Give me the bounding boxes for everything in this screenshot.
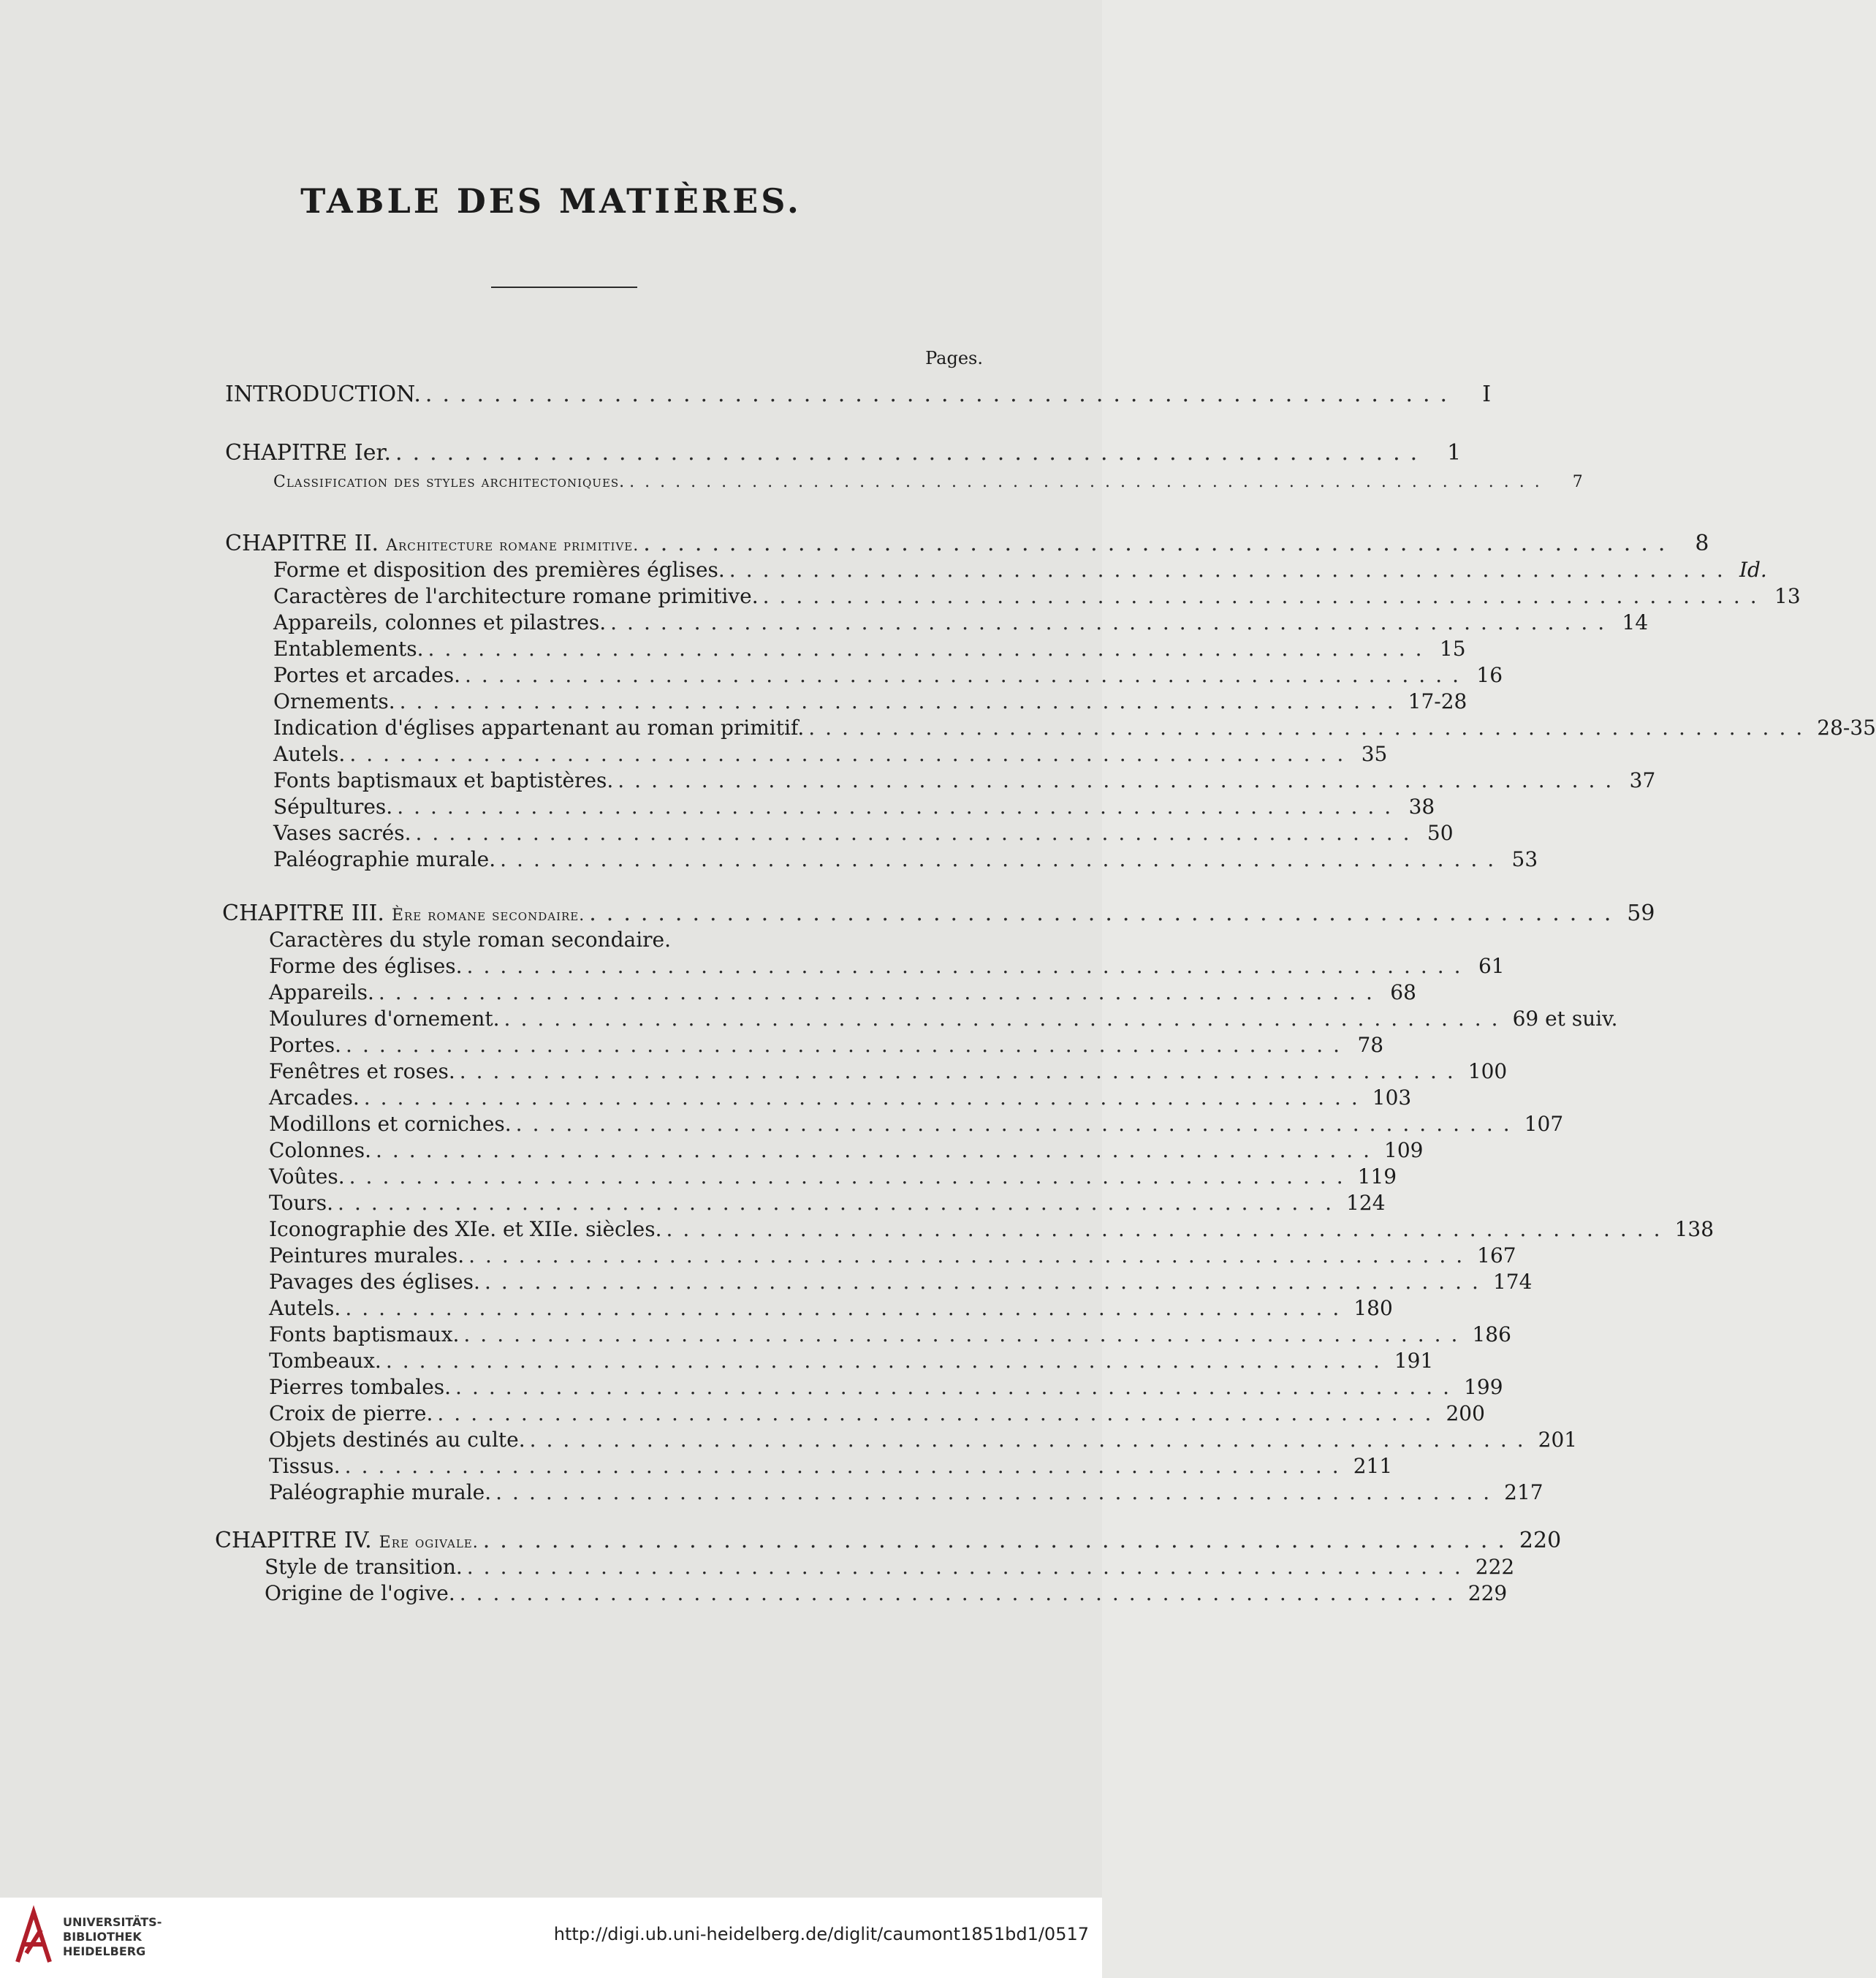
- dot-leader: ............................................................: [495, 1480, 1500, 1504]
- toc-entry-page: 15: [1439, 637, 1466, 661]
- toc-entry: [269, 1216, 1714, 1243]
- dot-leader: ............................................................: [455, 1375, 1460, 1399]
- dot-leader: ............................................................: [459, 1581, 1464, 1605]
- toc-entry: [269, 1164, 1397, 1190]
- toc-entry-page: 78: [1357, 1033, 1384, 1057]
- toc-entry: [273, 583, 1801, 610]
- toc-title: TABLE DES MATIÈRES.: [300, 181, 802, 221]
- toc-entry-label: Fenêtres et roses.: [269, 1059, 455, 1083]
- toc-entry-label: Caractères du style roman secondaire.: [269, 928, 672, 952]
- toc-entry-page: 8: [1695, 531, 1709, 556]
- toc-entry-page: 50: [1427, 821, 1454, 845]
- dot-leader: ............................................................: [464, 663, 1470, 687]
- toc-entry-label: Appareils.: [269, 980, 374, 1004]
- toc-entry-label: Classification des styles architectoniques.: [273, 473, 626, 491]
- dot-leader: ............................................................: [529, 1428, 1534, 1452]
- toc-entry-label: CHAPITRE Ier.: [225, 440, 392, 466]
- toc-entry: [269, 1401, 1485, 1427]
- toc-entry-label: Colonnes.: [269, 1138, 371, 1162]
- dot-leader: ............................................................: [459, 1059, 1464, 1083]
- toc-entry: [269, 1085, 1412, 1111]
- toc-entry-label: Tours.: [269, 1191, 334, 1215]
- toc-entry-label: Ornements.: [273, 689, 395, 713]
- toc-entry-label: Fonts baptismaux et baptistères.: [273, 768, 614, 792]
- toc-entry-page: 211: [1353, 1454, 1393, 1478]
- toc-entry-page: 167: [1477, 1243, 1516, 1267]
- toc-entry-page: 220: [1519, 1528, 1562, 1553]
- toc-entry: [225, 440, 1462, 466]
- toc-entry-page: 16: [1476, 663, 1503, 687]
- library-name-line: BIBLIOTHEK: [63, 1930, 142, 1944]
- toc-entry: [269, 1190, 1386, 1216]
- toc-entry-label: Vases sacrés.: [273, 821, 411, 845]
- toc-entry: [269, 953, 1505, 979]
- toc-entry: [269, 979, 1416, 1006]
- toc-entry-page: 13: [1774, 584, 1801, 608]
- toc-entry-page: 14: [1622, 610, 1649, 634]
- toc-entry-page: 229: [1467, 1581, 1508, 1605]
- toc-entry-page: 68: [1390, 980, 1416, 1004]
- toc-entry: [265, 1580, 1508, 1607]
- toc-entry-page: 217: [1504, 1480, 1543, 1504]
- toc-entry: [222, 901, 1655, 927]
- toc-entry-page: 103: [1372, 1085, 1412, 1110]
- toc-entry-page: 200: [1446, 1401, 1485, 1425]
- dot-leader: ............................................................: [482, 1528, 1515, 1553]
- toc-entry-label: Forme des églises.: [269, 954, 463, 978]
- dot-leader: ............................................................: [376, 1138, 1381, 1162]
- toc-entry: [273, 689, 1467, 715]
- dot-leader: ............................................................: [338, 1191, 1343, 1215]
- toc-entry-page: 69 et suiv.: [1512, 1007, 1618, 1031]
- toc-entry: [269, 927, 983, 953]
- dot-leader: ............................................................: [500, 847, 1505, 871]
- dot-leader: ............................................................: [629, 473, 1550, 491]
- toc-entry-label: CHAPITRE III.: [222, 901, 384, 926]
- title-divider: [491, 287, 637, 288]
- toc-entry-label: Tombeaux.: [269, 1349, 381, 1373]
- dot-leader: ............................................................: [762, 584, 1767, 608]
- toc-entry: [269, 1058, 1508, 1085]
- toc-entry-label: Autels.: [269, 1296, 341, 1320]
- toc-entry: [225, 382, 1492, 408]
- toc-entry-page: 35: [1361, 742, 1388, 766]
- toc-entry-page: 1: [1447, 440, 1462, 466]
- toc-entry: [273, 794, 1435, 820]
- toc-entry-label: INTRODUCTION.: [225, 382, 421, 407]
- toc-entry: [269, 1295, 1393, 1322]
- toc-entry: [269, 1111, 1564, 1137]
- toc-entry: [273, 636, 1466, 662]
- toc-entry-subtitle: Architecture romane primitive.: [386, 537, 639, 555]
- toc-entry-label: Portes et arcades.: [273, 663, 460, 687]
- dot-leader: ............................................................: [399, 689, 1404, 713]
- toc-entry-subtitle: Ère romane secondaire.: [391, 906, 585, 925]
- toc-entry-label: Arcades.: [269, 1085, 360, 1110]
- toc-entry-page: 180: [1353, 1296, 1393, 1320]
- toc-entry-label: Objets destinés au culte.: [269, 1428, 525, 1452]
- toc-entry-subtitle: Ere ogivale.: [379, 1534, 479, 1552]
- toc-entry-label: CHAPITRE IV.: [215, 1528, 372, 1553]
- toc-entry: [273, 610, 1649, 636]
- toc-entry-label: Pierres tombales.: [269, 1375, 452, 1399]
- toc-entry: [273, 820, 1454, 846]
- pages-column-label: Pages.: [925, 348, 983, 368]
- toc-entry-page: 201: [1538, 1428, 1578, 1452]
- toc-entry: [225, 531, 1709, 557]
- dot-leader: ............................................................: [610, 610, 1615, 634]
- toc-entry-page: 138: [1674, 1217, 1714, 1241]
- dot-leader: ............................................................: [363, 1085, 1368, 1110]
- dot-leader: ............................................................: [463, 1322, 1468, 1346]
- toc-entry-label: Entablements.: [273, 637, 424, 661]
- toc-entry-page: 7: [1572, 473, 1584, 491]
- toc-entry-page: I: [1482, 382, 1492, 407]
- toc-entry-label: Portes.: [269, 1033, 342, 1057]
- toc-entry: [273, 662, 1503, 689]
- toc-entry-page: Id.: [1739, 558, 1767, 582]
- toc-entry-label: Autels.: [273, 742, 346, 766]
- dot-leader: ............................................................: [397, 795, 1402, 819]
- toc-entry: [269, 1479, 1543, 1506]
- toc-entry-label: Forme et disposition des premières églises.: [273, 558, 725, 582]
- source-url[interactable]: http://digi.ub.uni-heidelberg.de/diglit/caumont1851bd1/0517: [553, 1924, 1089, 1944]
- dot-leader: ............................................................: [378, 980, 1383, 1004]
- digitization-footer: [0, 1898, 1102, 1978]
- dot-leader: ............................................................: [643, 531, 1676, 556]
- dot-leader: ............................................................: [345, 1296, 1350, 1320]
- toc-entry: [273, 715, 1876, 741]
- toc-entry: [215, 1528, 1562, 1554]
- dot-leader: ............................................................: [468, 1243, 1473, 1267]
- toc-entry: [269, 1243, 1516, 1269]
- toc-entry-page: 28-35: [1817, 716, 1876, 740]
- dot-leader: ............................................................: [349, 742, 1354, 766]
- toc-entry: [269, 1453, 1393, 1479]
- toc-entry-page: 38: [1408, 795, 1435, 819]
- toc-entry: [269, 1427, 1578, 1453]
- toc-entry-page: 61: [1478, 954, 1505, 978]
- toc-entry-page: 119: [1357, 1164, 1397, 1189]
- toc-entry-label: Caractères de l'architecture romane primitive.: [273, 584, 759, 608]
- toc-entry-page: 17-28: [1408, 689, 1467, 713]
- toc-entry-page: 174: [1492, 1270, 1533, 1294]
- toc-entry-label: Iconographie des XIe. et XIIe. siècles.: [269, 1217, 662, 1241]
- toc-entry-label: Style de transition.: [265, 1555, 463, 1579]
- toc-entry: [269, 1374, 1503, 1401]
- dot-leader: ............................................................: [484, 1270, 1489, 1294]
- toc-entry: [269, 1006, 1618, 1032]
- dot-leader: ............................................................: [385, 1349, 1390, 1373]
- toc-entry-page: 109: [1384, 1138, 1424, 1162]
- dot-leader: ............................................................: [515, 1112, 1520, 1136]
- dot-leader: ............................................................: [618, 768, 1622, 792]
- toc-entry: [273, 768, 1656, 794]
- toc-entry-page: 59: [1627, 901, 1655, 926]
- dot-leader: ............................................................: [666, 1217, 1671, 1241]
- library-logo-icon: [13, 1908, 54, 1966]
- dot-leader: ............................................................: [344, 1454, 1349, 1478]
- toc-entry-page: 186: [1472, 1322, 1511, 1346]
- toc-entry: [269, 1348, 1434, 1374]
- dot-leader: ............................................................: [395, 440, 1428, 466]
- toc-entry-label: Modillons et corniches.: [269, 1112, 512, 1136]
- toc-entry-page: 124: [1346, 1191, 1386, 1215]
- toc-entry-page: 107: [1524, 1112, 1564, 1136]
- dot-leader: ............................................................: [425, 382, 1458, 407]
- toc-entry-page: 53: [1511, 847, 1538, 871]
- toc-entry-label: Paléographie murale.: [269, 1480, 492, 1504]
- toc-entry: [273, 741, 1388, 768]
- toc-entry: [269, 1322, 1511, 1348]
- toc-entry-label: CHAPITRE II.: [225, 531, 379, 556]
- dot-leader: ............................................................: [808, 716, 1813, 740]
- toc-entry: [269, 1032, 1384, 1058]
- toc-entry-label: Fonts baptismaux.: [269, 1322, 460, 1346]
- toc-entry: [273, 846, 1538, 873]
- toc-entry: [269, 1269, 1533, 1295]
- dot-leader: ............................................................: [346, 1033, 1351, 1057]
- toc-entry-label: Tissus.: [269, 1454, 341, 1478]
- library-name-line: UNIVERSITÄTS-: [63, 1915, 162, 1929]
- toc-entry-label: Croix de pierre.: [269, 1401, 433, 1425]
- library-name: [63, 1915, 162, 1959]
- toc-entry-label: Peintures murales.: [269, 1243, 465, 1267]
- dot-leader: ............................................................: [504, 1007, 1508, 1031]
- dot-leader: ............................................................: [428, 637, 1432, 661]
- dot-leader: ............................................................: [589, 901, 1622, 926]
- library-name-line: HEIDELBERG: [63, 1944, 146, 1958]
- dot-leader: ............................................................: [437, 1401, 1442, 1425]
- toc-entry: [269, 1137, 1424, 1164]
- toc-entry-page: 100: [1467, 1059, 1508, 1083]
- dot-leader: ............................................................: [349, 1164, 1353, 1189]
- toc-entry-label: Indication d'églises appartenant au roman primitif.: [273, 716, 805, 740]
- toc-entry-label: Voûtes.: [269, 1164, 345, 1189]
- toc-entry-page: 191: [1394, 1349, 1434, 1373]
- toc-entry-label: Moulures d'ornement.: [269, 1007, 500, 1031]
- toc-entry-page: 222: [1475, 1555, 1515, 1579]
- toc-entry-page: 37: [1629, 768, 1656, 792]
- toc-entry: [265, 1554, 1515, 1580]
- dot-leader: ............................................................: [466, 1555, 1471, 1579]
- dot-leader: ............................................................: [729, 558, 1733, 582]
- toc-entry-page: 199: [1464, 1375, 1503, 1399]
- toc-entry-label: Paléographie murale.: [273, 847, 496, 871]
- dot-leader: ............................................................: [466, 954, 1471, 978]
- toc-entry: [273, 469, 1584, 496]
- toc-entry-label: Origine de l'ogive.: [265, 1581, 455, 1605]
- toc-entry-label: Appareils, colonnes et pilastres.: [273, 610, 607, 634]
- toc-entry: [273, 557, 1767, 583]
- dot-leader: ............................................................: [415, 821, 1420, 845]
- toc-entry-label: Pavages des églises.: [269, 1270, 480, 1294]
- toc-entry-label: Sépultures.: [273, 795, 393, 819]
